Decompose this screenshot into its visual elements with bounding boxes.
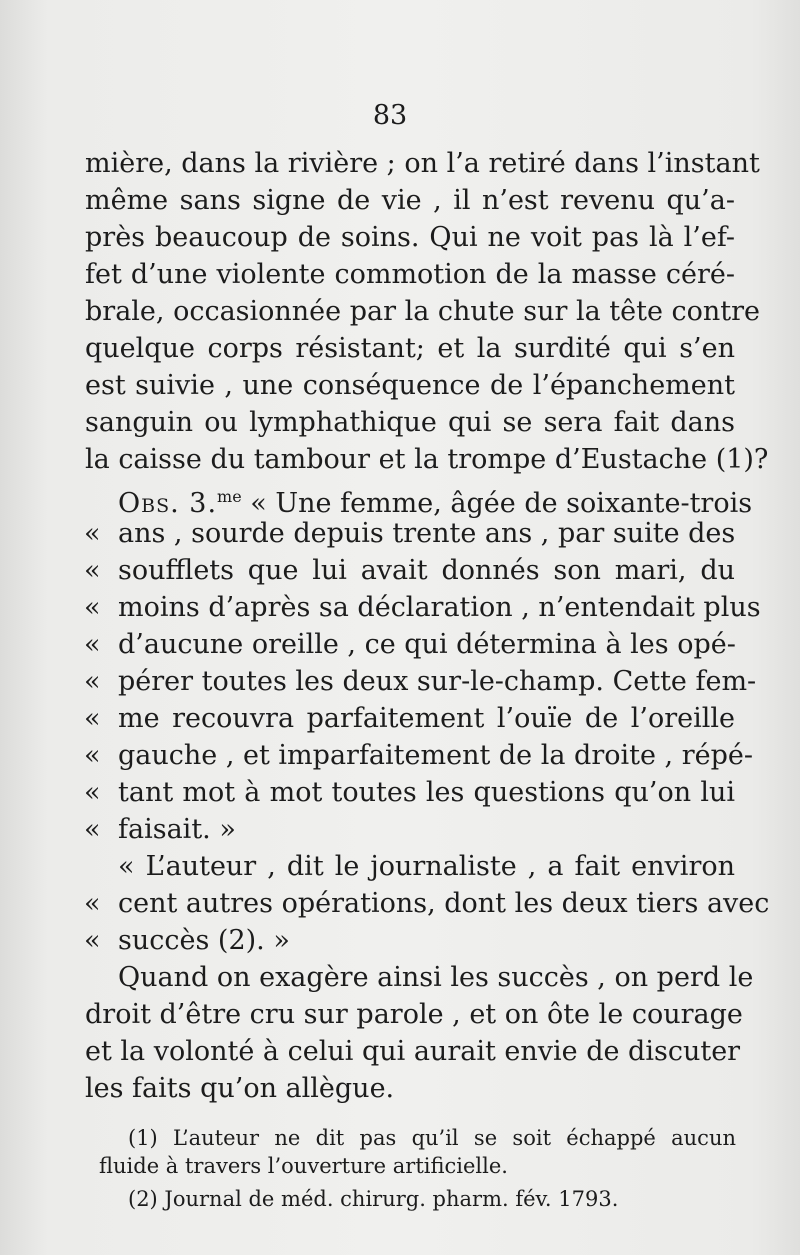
quote-text: soufflets que lui avait donnés son mari, du <box>118 555 735 586</box>
quote-mark: « <box>84 555 101 586</box>
quote-text: cent autres opérations, dont les deux tiers avec <box>118 888 770 919</box>
quote-line <box>84 627 735 663</box>
quote-line <box>84 664 757 700</box>
quote-mark: « <box>84 518 101 549</box>
page-number: 83 <box>372 100 408 131</box>
footnote-1: (1) L’auteur ne dit pas qu’il se soit échappé aucun <box>128 1126 736 1150</box>
text-line: et la volonté à celui qui aurait envie de discuter <box>85 1036 741 1067</box>
quote-line <box>84 738 753 774</box>
quote-mark: « <box>84 814 101 845</box>
quote-mark: « <box>84 629 101 660</box>
footnote-2: (2) Journal de méd. chirurg. pharm. fév. 1793. <box>128 1187 619 1211</box>
quote-text: succès (2). » <box>118 925 290 956</box>
observation-label: Obs. 3. <box>118 488 218 519</box>
quote-mark: « <box>84 703 101 734</box>
quote-text: faisait. » <box>118 814 236 845</box>
quote-line <box>84 775 735 811</box>
text-line: près beaucoup de soins. Qui ne voit pas là l’ef- <box>85 222 735 253</box>
quote-text: tant mot à mot toutes les questions qu’on lui <box>118 777 735 808</box>
text-line: la caisse du tambour et la trompe d’Eustache (1)? <box>85 444 769 475</box>
text-line: sanguin ou lymphathique qui se sera fait dans <box>85 407 735 438</box>
quote-text: gauche , et imparfaitement de la droite , répé- <box>118 740 753 771</box>
quote-mark: « <box>84 740 101 771</box>
quote-line <box>84 812 735 848</box>
text-line: fet d’une violente commotion de la masse céré- <box>85 259 735 290</box>
quote-line <box>84 590 761 626</box>
quote-text: pérer toutes les deux sur-le-champ. Cette fem- <box>118 666 757 697</box>
quote-line <box>84 923 735 959</box>
quote-line <box>84 886 770 922</box>
text-line: droit d’être cru sur parole , et on ôte le courage <box>85 999 743 1030</box>
text-line: mière, dans la rivière ; on l’a retiré dans l’instant <box>85 148 760 179</box>
quote-line <box>84 553 735 589</box>
footnote-1-continued: fluide à travers l’ouverture artificielle. <box>99 1154 508 1178</box>
quote-mark: « <box>84 592 101 623</box>
quote-line <box>84 516 735 552</box>
quote-text: me recouvra parfaitement l’ouïe de l’oreille <box>118 703 735 734</box>
text-line: est suivie , une conséquence de l’épanchement <box>85 370 735 401</box>
quote-line <box>84 701 735 737</box>
text-line: quelque corps résistant; et la surdité qui s’en <box>85 333 735 364</box>
quote-mark: « <box>84 777 101 808</box>
quote-text: moins d’après sa déclaration , n’entendait plus <box>118 592 761 623</box>
quote-text: ans , sourde depuis trente ans , par suite des <box>118 518 736 549</box>
text-line: Quand on exagère ainsi les succès , on perd le <box>118 962 754 993</box>
quote-mark: « <box>84 666 101 697</box>
text-line: brale, occasionnée par la chute sur la tête contre <box>85 296 761 327</box>
text-line: même sans signe de vie , il n’est revenu qu’a- <box>85 185 735 216</box>
observation-superscript: me <box>217 487 242 506</box>
quote-text: d’aucune oreille , ce qui détermina à les opé- <box>118 629 736 660</box>
quote-mark: « <box>84 888 101 919</box>
observation-text: « Une femme, âgée de soixante-trois <box>250 488 753 519</box>
text-line: les faits qu’on allègue. <box>85 1073 395 1104</box>
author-quote-line: « L’auteur , dit le journaliste , a fait environ <box>118 851 735 882</box>
quote-mark: « <box>84 925 101 956</box>
